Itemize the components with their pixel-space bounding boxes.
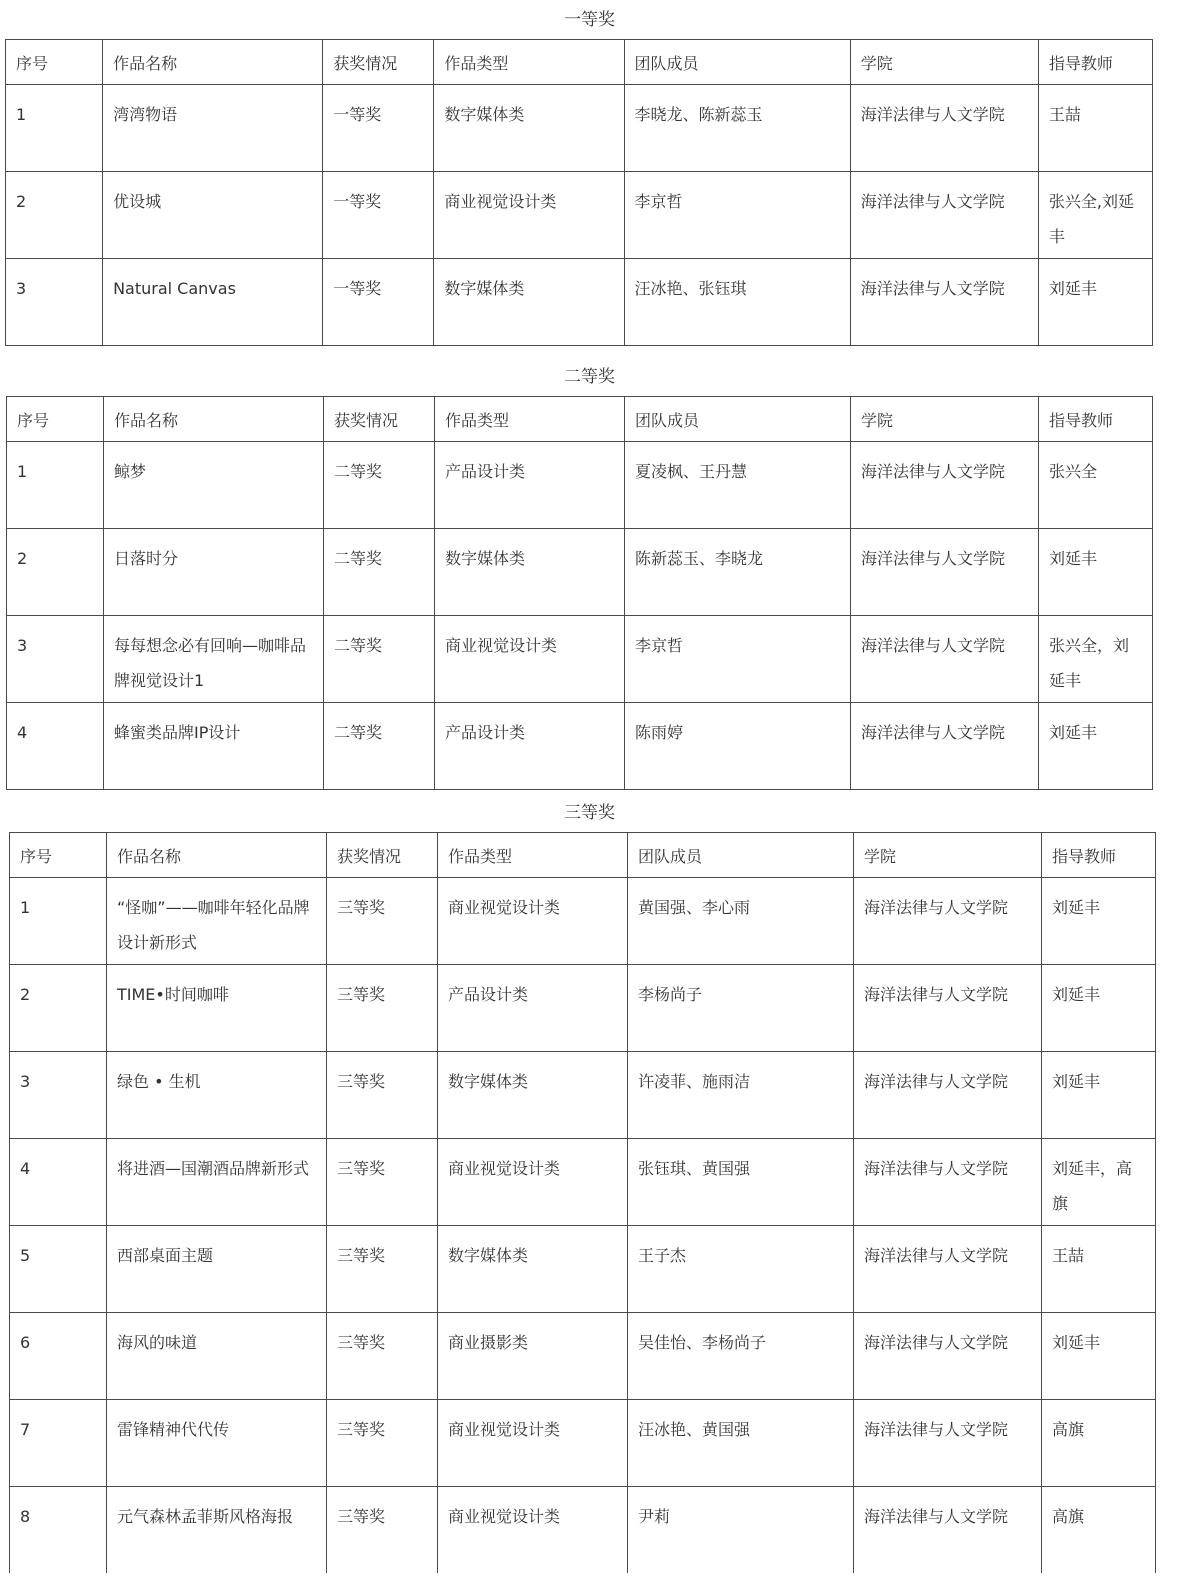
column-header-team-members: 团队成员 bbox=[628, 833, 854, 878]
cell-work-name: 鲸梦 bbox=[104, 442, 324, 529]
cell-award: 二等奖 bbox=[324, 529, 435, 616]
column-header-index: 序号 bbox=[6, 40, 103, 85]
cell-award: 二等奖 bbox=[324, 442, 435, 529]
cell-index: 5 bbox=[10, 1226, 107, 1313]
cell-team-members: 尹莉 bbox=[628, 1487, 854, 1574]
cell-index: 6 bbox=[10, 1313, 107, 1400]
cell-college: 海洋法律与人文学院 bbox=[850, 172, 1038, 259]
cell-team-members: 李晓龙、陈新蕊玉 bbox=[624, 85, 850, 172]
cell-college: 海洋法律与人文学院 bbox=[854, 1052, 1042, 1139]
cell-category: 产品设计类 bbox=[438, 965, 628, 1052]
cell-advisor: 刘延丰 bbox=[1039, 703, 1153, 790]
cell-college: 海洋法律与人文学院 bbox=[850, 259, 1038, 346]
cell-college: 海洋法律与人文学院 bbox=[854, 878, 1042, 965]
section-title-second: 二等奖 bbox=[564, 367, 615, 387]
cell-category: 数字媒体类 bbox=[438, 1226, 628, 1313]
table-row bbox=[10, 1313, 1156, 1400]
cell-index: 1 bbox=[7, 442, 104, 529]
cell-index: 4 bbox=[7, 703, 104, 790]
column-header-work-name: 作品名称 bbox=[107, 833, 327, 878]
cell-index: 1 bbox=[10, 878, 107, 965]
table-row bbox=[7, 529, 1153, 616]
cell-index: 3 bbox=[7, 616, 104, 703]
column-header-work-name: 作品名称 bbox=[104, 397, 324, 442]
column-header-category: 作品类型 bbox=[434, 40, 624, 85]
cell-index: 2 bbox=[10, 965, 107, 1052]
cell-award: 二等奖 bbox=[324, 616, 435, 703]
award-table-first bbox=[5, 39, 1153, 346]
table-row bbox=[6, 172, 1153, 259]
column-header-advisor: 指导教师 bbox=[1039, 397, 1153, 442]
cell-work-name: 海风的味道 bbox=[107, 1313, 327, 1400]
cell-advisor: 刘延丰 bbox=[1042, 878, 1156, 965]
cell-college: 海洋法律与人文学院 bbox=[851, 529, 1039, 616]
cell-college: 海洋法律与人文学院 bbox=[854, 1313, 1042, 1400]
table-header-row bbox=[6, 40, 1153, 85]
cell-work-name: 西部桌面主题 bbox=[107, 1226, 327, 1313]
cell-index: 4 bbox=[10, 1139, 107, 1226]
cell-index: 3 bbox=[10, 1052, 107, 1139]
cell-category: 数字媒体类 bbox=[434, 259, 624, 346]
column-header-category: 作品类型 bbox=[438, 833, 628, 878]
cell-award: 一等奖 bbox=[323, 85, 434, 172]
column-header-award: 获奖情况 bbox=[324, 397, 435, 442]
table-row bbox=[6, 259, 1153, 346]
column-header-college: 学院 bbox=[854, 833, 1042, 878]
column-header-award: 获奖情况 bbox=[323, 40, 434, 85]
cell-category: 商业摄影类 bbox=[438, 1313, 628, 1400]
cell-award: 三等奖 bbox=[327, 1313, 438, 1400]
cell-advisor: 刘延丰 bbox=[1042, 965, 1156, 1052]
cell-college: 海洋法律与人文学院 bbox=[854, 1487, 1042, 1574]
column-header-team-members: 团队成员 bbox=[625, 397, 851, 442]
cell-team-members: 黄国强、李心雨 bbox=[628, 878, 854, 965]
table-row bbox=[7, 616, 1153, 703]
cell-advisor: 张兴全,刘延丰 bbox=[1038, 172, 1152, 259]
cell-college: 海洋法律与人文学院 bbox=[851, 703, 1039, 790]
cell-category: 商业视觉设计类 bbox=[434, 172, 624, 259]
cell-award: 三等奖 bbox=[327, 1226, 438, 1313]
cell-award: 二等奖 bbox=[324, 703, 435, 790]
cell-award: 三等奖 bbox=[327, 1400, 438, 1487]
cell-category: 数字媒体类 bbox=[438, 1052, 628, 1139]
cell-advisor: 刘延丰 bbox=[1039, 529, 1153, 616]
column-header-team-members: 团队成员 bbox=[624, 40, 850, 85]
cell-advisor: 王喆 bbox=[1042, 1226, 1156, 1313]
cell-category: 商业视觉设计类 bbox=[438, 1487, 628, 1574]
cell-advisor: 刘延丰 bbox=[1042, 1052, 1156, 1139]
table-header-row bbox=[7, 397, 1153, 442]
award-table-second bbox=[6, 396, 1153, 790]
column-header-award: 获奖情况 bbox=[327, 833, 438, 878]
cell-award: 三等奖 bbox=[327, 1487, 438, 1574]
section-title-first: 一等奖 bbox=[564, 10, 615, 30]
cell-team-members: 夏凌枫、王丹慧 bbox=[625, 442, 851, 529]
cell-work-name: 将进酒—国潮酒品牌新形式 bbox=[107, 1139, 327, 1226]
cell-team-members: 张钰琪、黄国强 bbox=[628, 1139, 854, 1226]
award-table-third bbox=[9, 832, 1156, 1573]
cell-category: 产品设计类 bbox=[435, 442, 625, 529]
cell-advisor: 刘延丰 bbox=[1038, 259, 1152, 346]
cell-index: 8 bbox=[10, 1487, 107, 1574]
table-row bbox=[10, 965, 1156, 1052]
cell-work-name: 雷锋精神代代传 bbox=[107, 1400, 327, 1487]
cell-college: 海洋法律与人文学院 bbox=[854, 1139, 1042, 1226]
table-header-row bbox=[10, 833, 1156, 878]
cell-team-members: 吴佳怡、李杨尚子 bbox=[628, 1313, 854, 1400]
cell-category: 数字媒体类 bbox=[435, 529, 625, 616]
cell-work-name: “怪咖”——咖啡年轻化品牌设计新形式 bbox=[107, 878, 327, 965]
cell-index: 1 bbox=[6, 85, 103, 172]
cell-advisor: 王喆 bbox=[1038, 85, 1152, 172]
cell-advisor: 高旗 bbox=[1042, 1487, 1156, 1574]
cell-team-members: 汪冰艳、黄国强 bbox=[628, 1400, 854, 1487]
cell-college: 海洋法律与人文学院 bbox=[851, 442, 1039, 529]
cell-award: 三等奖 bbox=[327, 878, 438, 965]
cell-advisor: 刘延丰，高旗 bbox=[1042, 1139, 1156, 1226]
cell-award: 三等奖 bbox=[327, 1139, 438, 1226]
cell-team-members: 李京哲 bbox=[625, 616, 851, 703]
column-header-index: 序号 bbox=[7, 397, 104, 442]
column-header-advisor: 指导教师 bbox=[1038, 40, 1152, 85]
cell-category: 商业视觉设计类 bbox=[435, 616, 625, 703]
cell-work-name: 日落时分 bbox=[104, 529, 324, 616]
cell-college: 海洋法律与人文学院 bbox=[850, 85, 1038, 172]
table-row bbox=[10, 878, 1156, 965]
cell-award: 三等奖 bbox=[327, 1052, 438, 1139]
cell-work-name: 元气森林孟菲斯风格海报 bbox=[107, 1487, 327, 1574]
table-row bbox=[7, 703, 1153, 790]
cell-index: 7 bbox=[10, 1400, 107, 1487]
cell-index: 2 bbox=[6, 172, 103, 259]
cell-college: 海洋法律与人文学院 bbox=[851, 616, 1039, 703]
column-header-college: 学院 bbox=[851, 397, 1039, 442]
cell-team-members: 李京哲 bbox=[624, 172, 850, 259]
table-row bbox=[10, 1139, 1156, 1226]
cell-team-members: 陈新蕊玉、李晓龙 bbox=[625, 529, 851, 616]
cell-advisor: 高旗 bbox=[1042, 1400, 1156, 1487]
column-header-index: 序号 bbox=[10, 833, 107, 878]
section-title-third: 三等奖 bbox=[564, 803, 615, 823]
cell-category: 商业视觉设计类 bbox=[438, 1139, 628, 1226]
cell-work-name: TIME•时间咖啡 bbox=[107, 965, 327, 1052]
cell-index: 2 bbox=[7, 529, 104, 616]
column-header-advisor: 指导教师 bbox=[1042, 833, 1156, 878]
cell-category: 商业视觉设计类 bbox=[438, 878, 628, 965]
cell-award: 一等奖 bbox=[323, 259, 434, 346]
cell-work-name: 每每想念必有回响—咖啡品牌视觉设计1 bbox=[104, 616, 324, 703]
table-row bbox=[7, 442, 1153, 529]
cell-index: 3 bbox=[6, 259, 103, 346]
table-row bbox=[6, 85, 1153, 172]
cell-college: 海洋法律与人文学院 bbox=[854, 1400, 1042, 1487]
cell-award: 一等奖 bbox=[323, 172, 434, 259]
table-row bbox=[10, 1487, 1156, 1574]
cell-team-members: 王子杰 bbox=[628, 1226, 854, 1313]
cell-college: 海洋法律与人文学院 bbox=[854, 965, 1042, 1052]
column-header-college: 学院 bbox=[850, 40, 1038, 85]
cell-college: 海洋法律与人文学院 bbox=[854, 1226, 1042, 1313]
cell-work-name: Natural Canvas bbox=[103, 259, 323, 346]
cell-category: 产品设计类 bbox=[435, 703, 625, 790]
cell-advisor: 刘延丰 bbox=[1042, 1313, 1156, 1400]
cell-team-members: 李杨尚子 bbox=[628, 965, 854, 1052]
table-row bbox=[10, 1052, 1156, 1139]
cell-category: 数字媒体类 bbox=[434, 85, 624, 172]
cell-work-name: 优设城 bbox=[103, 172, 323, 259]
cell-work-name: 湾湾物语 bbox=[103, 85, 323, 172]
column-header-category: 作品类型 bbox=[435, 397, 625, 442]
cell-advisor: 张兴全 bbox=[1039, 442, 1153, 529]
cell-team-members: 许凌菲、施雨洁 bbox=[628, 1052, 854, 1139]
cell-award: 三等奖 bbox=[327, 965, 438, 1052]
table-row bbox=[10, 1226, 1156, 1313]
column-header-work-name: 作品名称 bbox=[103, 40, 323, 85]
cell-work-name: 蜂蜜类品牌IP设计 bbox=[104, 703, 324, 790]
cell-team-members: 汪冰艳、张钰琪 bbox=[624, 259, 850, 346]
table-row bbox=[10, 1400, 1156, 1487]
cell-team-members: 陈雨婷 bbox=[625, 703, 851, 790]
cell-category: 商业视觉设计类 bbox=[438, 1400, 628, 1487]
cell-work-name: 绿色 • 生机 bbox=[107, 1052, 327, 1139]
cell-advisor: 张兴全，刘延丰 bbox=[1039, 616, 1153, 703]
